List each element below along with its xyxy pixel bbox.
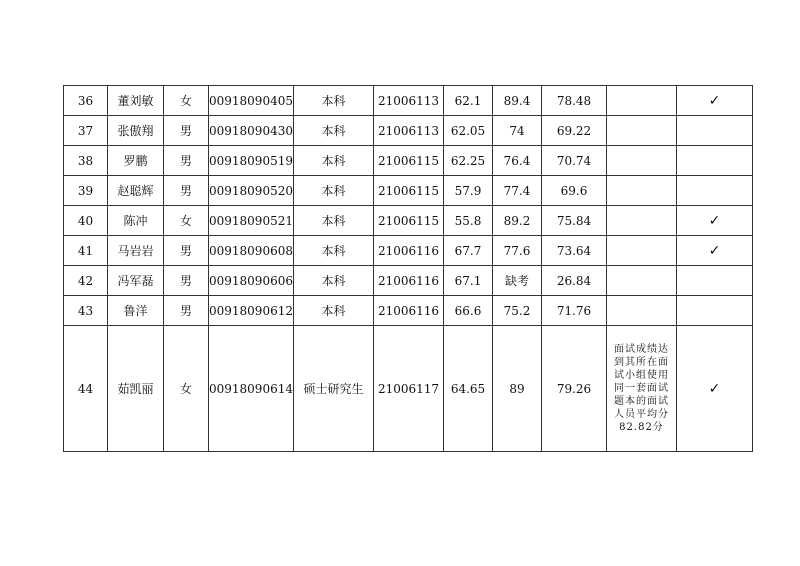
row-number-cell: 39: [64, 176, 108, 206]
remark-cell: [607, 86, 677, 116]
education-cell: 本科: [294, 266, 374, 296]
gender-cell: 女: [164, 86, 209, 116]
pass-mark-cell: ✓: [677, 86, 753, 116]
row-number-cell: 41: [64, 236, 108, 266]
gender-cell: 男: [164, 266, 209, 296]
candidate-name-cell: 张傲翔: [108, 116, 164, 146]
candidate-name-cell: 马岩岩: [108, 236, 164, 266]
position-code-cell: 21006116: [374, 236, 444, 266]
pass-mark-cell: [677, 116, 753, 146]
row-number-cell: 43: [64, 296, 108, 326]
gender-cell: 男: [164, 146, 209, 176]
table-row: [64, 116, 753, 146]
education-cell: 本科: [294, 296, 374, 326]
position-code-cell: 21006117: [374, 326, 444, 452]
remark-cell: [607, 176, 677, 206]
position-code-cell: 21006115: [374, 176, 444, 206]
row-number-cell: 42: [64, 266, 108, 296]
table-row: [64, 296, 753, 326]
gender-cell: 男: [164, 236, 209, 266]
total-score-cell: 26.84: [542, 266, 607, 296]
total-score-cell: 71.76: [542, 296, 607, 326]
table-row: [64, 176, 753, 206]
pass-mark-cell: [677, 146, 753, 176]
total-score-cell: 79.26: [542, 326, 607, 452]
gender-cell: 男: [164, 176, 209, 206]
remark-cell: [607, 206, 677, 236]
remark-cell: [607, 236, 677, 266]
exam-id-cell: 00918090519: [209, 146, 294, 176]
position-code-cell: 21006115: [374, 206, 444, 236]
total-score-cell: 69.6: [542, 176, 607, 206]
written-score-cell: 62.25: [444, 146, 493, 176]
pass-mark-cell: ✓: [677, 236, 753, 266]
table-row: [64, 236, 753, 266]
candidate-name-cell: 赵聪辉: [108, 176, 164, 206]
interview-score-cell: 77.4: [493, 176, 542, 206]
table-row: [64, 326, 753, 452]
remark-cell: [607, 296, 677, 326]
row-number-cell: 38: [64, 146, 108, 176]
position-code-cell: 21006113: [374, 116, 444, 146]
table-row: [64, 266, 753, 296]
total-score-cell: 78.48: [542, 86, 607, 116]
exam-id-cell: 00918090405: [209, 86, 294, 116]
position-code-cell: 21006116: [374, 296, 444, 326]
interview-score-cell: 89: [493, 326, 542, 452]
exam-id-cell: 00918090612: [209, 296, 294, 326]
written-score-cell: 55.8: [444, 206, 493, 236]
exam-id-cell: 00918090521: [209, 206, 294, 236]
exam-id-cell: 00918090606: [209, 266, 294, 296]
candidate-name-cell: 罗鹏: [108, 146, 164, 176]
row-number-cell: 40: [64, 206, 108, 236]
interview-score-cell: 89.2: [493, 206, 542, 236]
education-cell: 本科: [294, 116, 374, 146]
row-number-cell: 44: [64, 326, 108, 452]
written-score-cell: 66.6: [444, 296, 493, 326]
candidate-name-cell: 冯军磊: [108, 266, 164, 296]
gender-cell: 女: [164, 326, 209, 452]
interview-score-cell: 77.6: [493, 236, 542, 266]
written-score-cell: 62.05: [444, 116, 493, 146]
exam-id-cell: 00918090520: [209, 176, 294, 206]
pass-mark-cell: [677, 296, 753, 326]
written-score-cell: 62.1: [444, 86, 493, 116]
interview-score-cell: 76.4: [493, 146, 542, 176]
gender-cell: 男: [164, 296, 209, 326]
candidate-name-cell: 陈冲: [108, 206, 164, 236]
position-code-cell: 21006116: [374, 266, 444, 296]
row-number-cell: 36: [64, 86, 108, 116]
table-row: [64, 146, 753, 176]
education-cell: 本科: [294, 176, 374, 206]
exam-id-cell: 00918090608: [209, 236, 294, 266]
education-cell: 本科: [294, 146, 374, 176]
written-score-cell: 67.1: [444, 266, 493, 296]
table-body: [64, 86, 753, 452]
exam-id-cell: 00918090614: [209, 326, 294, 452]
gender-cell: 男: [164, 116, 209, 146]
position-code-cell: 21006115: [374, 146, 444, 176]
interview-score-cell: 75.2: [493, 296, 542, 326]
total-score-cell: 73.64: [542, 236, 607, 266]
written-score-cell: 57.9: [444, 176, 493, 206]
interview-score-cell: 89.4: [493, 86, 542, 116]
candidate-name-cell: 董刘敏: [108, 86, 164, 116]
interview-score-cell: 74: [493, 116, 542, 146]
pass-mark-cell: ✓: [677, 206, 753, 236]
table-row: [64, 206, 753, 236]
remark-cell: 面试成绩达到其所在面试小组使用同一套面试题本的面试人员平均分82.82分: [607, 326, 677, 452]
row-number-cell: 37: [64, 116, 108, 146]
education-cell: 本科: [294, 206, 374, 236]
total-score-cell: 70.74: [542, 146, 607, 176]
remark-cell: [607, 266, 677, 296]
education-cell: 本科: [294, 86, 374, 116]
total-score-cell: 75.84: [542, 206, 607, 236]
table-row: [64, 86, 753, 116]
position-code-cell: 21006113: [374, 86, 444, 116]
results-table: [63, 85, 753, 452]
remark-cell: [607, 146, 677, 176]
pass-mark-cell: [677, 176, 753, 206]
exam-id-cell: 00918090430: [209, 116, 294, 146]
pass-mark-cell: ✓: [677, 326, 753, 452]
gender-cell: 女: [164, 206, 209, 236]
education-cell: 本科: [294, 236, 374, 266]
total-score-cell: 69.22: [542, 116, 607, 146]
education-cell: 硕士研究生: [294, 326, 374, 452]
interview-score-cell: 缺考: [493, 266, 542, 296]
candidate-name-cell: 茹凯丽: [108, 326, 164, 452]
pass-mark-cell: [677, 266, 753, 296]
written-score-cell: 64.65: [444, 326, 493, 452]
candidate-name-cell: 鲁洋: [108, 296, 164, 326]
written-score-cell: 67.7: [444, 236, 493, 266]
remark-cell: [607, 116, 677, 146]
